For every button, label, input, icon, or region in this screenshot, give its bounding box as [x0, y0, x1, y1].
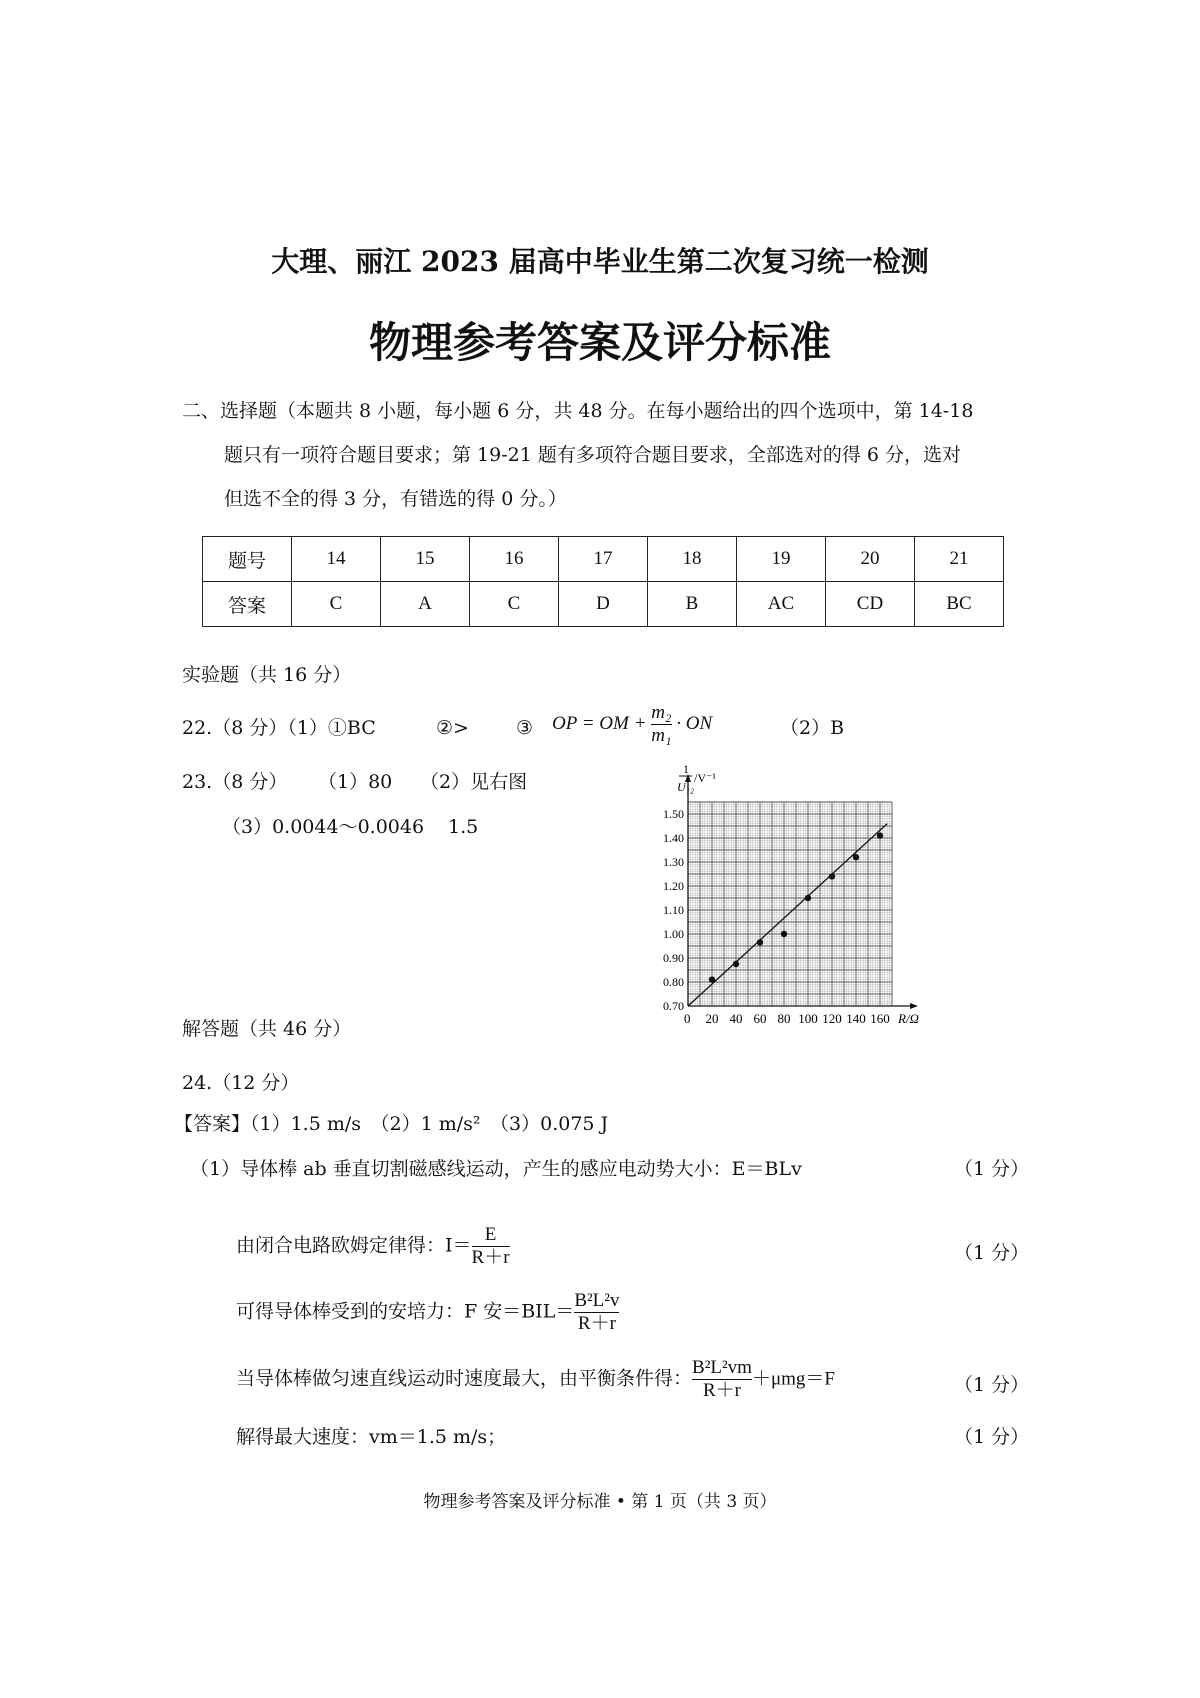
table-cell: AC [737, 582, 826, 627]
grid-major [688, 802, 892, 1006]
table-cell: 20 [826, 537, 915, 582]
table-cell: 21 [915, 537, 1004, 582]
row-header-answer: 答案 [203, 582, 292, 627]
table-cell: 15 [381, 537, 470, 582]
table-cell: 16 [470, 537, 559, 582]
data-point [757, 939, 763, 945]
step3-numerator: B²L²v [574, 1290, 620, 1311]
q24-step5: 解得最大速度：vm＝1.5 m/s； [236, 1426, 507, 1448]
step4-numerator: B²L²vm [692, 1357, 752, 1378]
origin-label: 0 [684, 1011, 691, 1026]
q24-step3 [236, 1290, 619, 1335]
formula-lhs: OP = OM + [552, 712, 647, 734]
document-title: 物理参考答案及评分标准 [368, 318, 831, 367]
table-cell: C [470, 582, 559, 627]
section2-line1: 二、选择题（本题共 8 小题，每小题 6 分，共 48 分。在每小题给出的四个选项中，第 14-18 [182, 400, 974, 422]
step4-denominator: R＋r [692, 1379, 752, 1402]
q22-part2: ②> [436, 717, 469, 739]
table-row-numbers [203, 537, 1004, 582]
q24-step4-points: （1 分） [954, 1374, 1030, 1396]
y-tick-label: 1.10 [663, 903, 684, 917]
q23-part1: （1）80 [318, 771, 393, 793]
step2-denominator: R＋r [471, 1247, 510, 1268]
y-axis-unit: /V⁻¹ [694, 771, 716, 785]
data-point [709, 976, 715, 982]
table-row-answers [203, 582, 1004, 627]
q22-label: 22.（8 分）（1）①BC [182, 717, 376, 739]
section2-line3: 但选不全的得 3 分，有错选的得 0 分。） [224, 488, 567, 510]
x-axis-arrow [910, 1003, 918, 1009]
step4-tail: ＋μmg＝F [751, 1368, 836, 1390]
y-tick-labels [663, 807, 684, 1013]
step2-text: 由闭合电路欧姆定律得：I＝ [236, 1234, 472, 1257]
q24-step2 [236, 1224, 510, 1269]
y-axis-label-denominator: U₁₂ [677, 780, 695, 794]
table-cell: B [648, 582, 737, 627]
x-tick-labels [706, 1011, 890, 1026]
solutions-heading: 解答题（共 46 分） [182, 1018, 352, 1040]
table-cell: A [381, 582, 470, 627]
y-tick-label: 1.20 [663, 879, 684, 893]
q22-formula [552, 702, 712, 747]
table-cell: D [559, 582, 648, 627]
table-cell: 18 [648, 537, 737, 582]
answer-table [202, 536, 1004, 627]
data-point [733, 961, 739, 967]
experiment-heading: 实验题（共 16 分） [182, 664, 352, 686]
table-cell: 14 [292, 537, 381, 582]
grid-minor [688, 802, 892, 1006]
q24-step5-points: （1 分） [954, 1426, 1030, 1448]
x-tick-label: 100 [798, 1011, 818, 1026]
q23-part3b: 1.5 [448, 816, 479, 838]
q24-step4 [236, 1357, 835, 1402]
step2-fraction [472, 1224, 510, 1269]
q24-step1: （1）导体棒 ab 垂直切割磁感线运动，产生的感应电动势大小：E＝BLv [190, 1158, 802, 1180]
formula-fraction [651, 702, 671, 747]
step3-fraction [574, 1290, 619, 1335]
page-footer: 物理参考答案及评分标准 • 第 1 页（共 3 页） [423, 1492, 777, 1512]
row-header-number: 题号 [203, 537, 292, 582]
x-tick-label: 40 [729, 1011, 743, 1026]
data-point [877, 832, 883, 838]
q22-part4: （2）B [780, 717, 845, 739]
q24-label: 24.（12 分） [182, 1072, 300, 1094]
y-tick-label: 0.80 [663, 975, 684, 989]
step3-denominator: R＋r [574, 1312, 619, 1335]
q22-part3: ③ [516, 717, 534, 739]
x-tick-label: 120 [822, 1011, 842, 1026]
data-point [805, 895, 811, 901]
section2-line2: 题只有一项符合题目要求；第 19-21 题有多项符合题目要求，全部选对的得 6 分，选对 [224, 444, 962, 466]
x-tick-label: 160 [870, 1011, 890, 1026]
x-axis-label: R/Ω [898, 1011, 919, 1026]
q24-step2-points: （1 分） [954, 1242, 1030, 1264]
x-tick-label: 80 [777, 1011, 791, 1026]
resistance-chart [650, 762, 940, 1032]
step4-fraction [692, 1357, 752, 1402]
table-cell: BC [915, 582, 1004, 627]
table-cell: 17 [559, 537, 648, 582]
step2-numerator: E [484, 1224, 497, 1245]
y-tick-label: 1.30 [663, 855, 684, 869]
step3-text: 可得导体棒受到的安培力：F 安＝BIL＝ [236, 1300, 575, 1323]
exam-title: 大理、丽江 2023 届高中毕业生第二次复习统一检测 [271, 245, 929, 278]
y-tick-label: 0.70 [663, 999, 684, 1013]
x-tick-label: 60 [753, 1011, 767, 1026]
table-cell: CD [826, 582, 915, 627]
y-tick-label: 1.40 [663, 831, 684, 845]
y-axis-label-numerator: 1 [683, 762, 689, 776]
data-point [781, 931, 787, 937]
x-tick-label: 140 [846, 1011, 866, 1026]
data-point [829, 873, 835, 879]
data-point [853, 854, 859, 860]
y-tick-label: 1.00 [663, 927, 684, 941]
formula-rhs: · ON [676, 712, 713, 734]
x-tick-label: 20 [705, 1011, 719, 1026]
table-cell: C [292, 582, 381, 627]
q23-label: 23.（8 分） [182, 771, 288, 793]
q24-step1-points: （1 分） [954, 1158, 1030, 1180]
table-cell: 19 [737, 537, 826, 582]
y-tick-label: 0.90 [663, 951, 684, 965]
q24-answer-line: 【答案】（1）1.5 m/s （2）1 m/s² （3）0.075 J [174, 1113, 609, 1135]
fraction-denominator: m₁ [651, 725, 672, 746]
q23-part3: （3）0.0044～0.0046 [222, 816, 425, 838]
y-tick-label: 1.50 [663, 807, 684, 821]
q23-part2: （2）见右图 [420, 771, 528, 793]
fraction-numerator: m₂ [651, 702, 672, 723]
step4-text: 当导体棒做匀速直线运动时速度最大，由平衡条件得： [236, 1367, 693, 1390]
